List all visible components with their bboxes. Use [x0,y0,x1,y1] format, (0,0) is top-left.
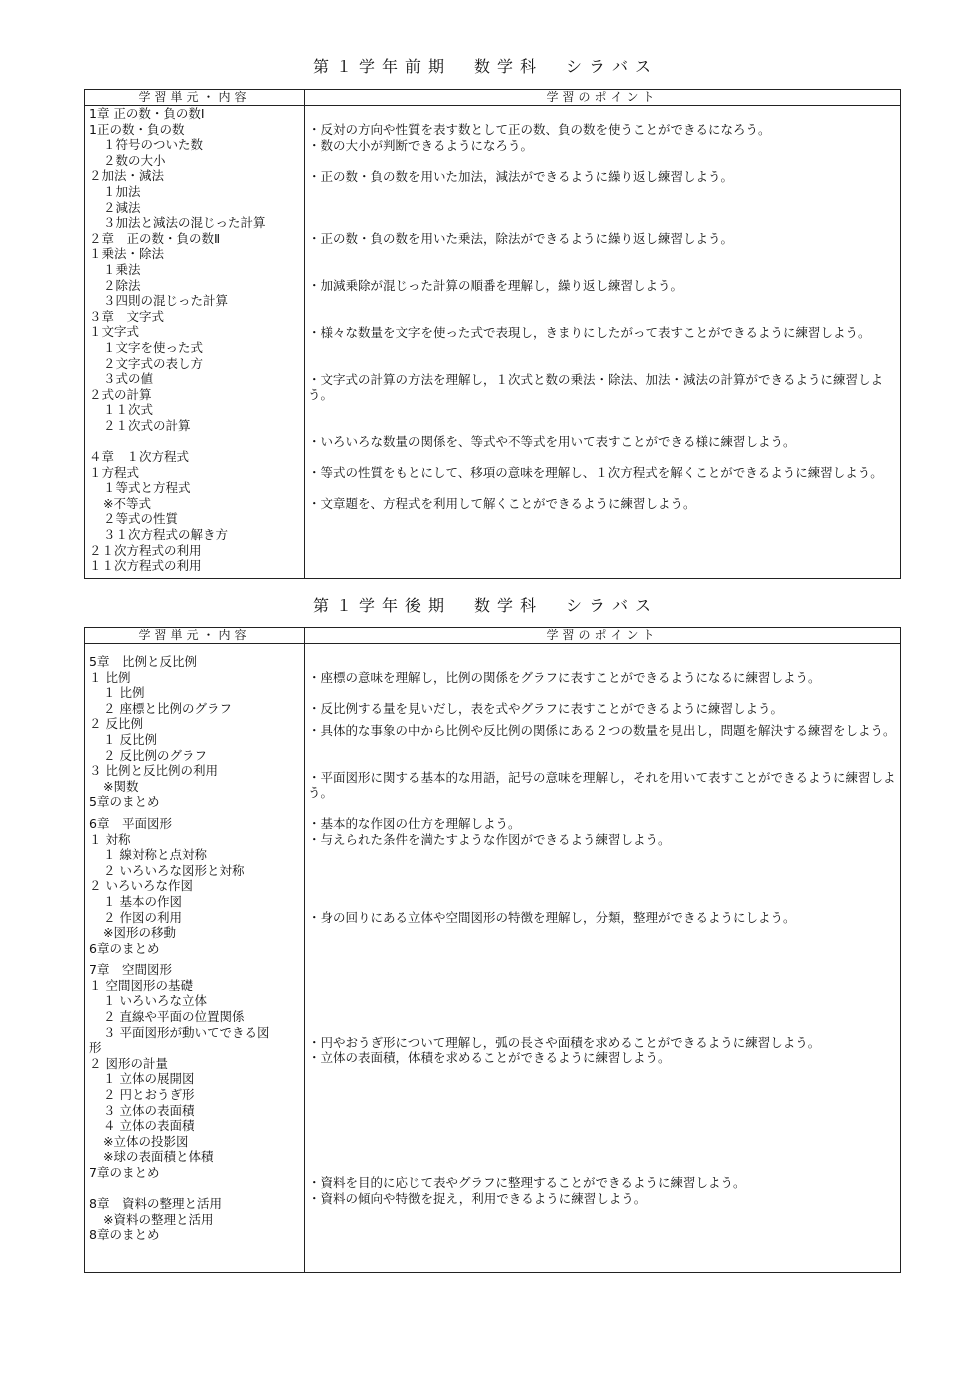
zenki-units-column [89,106,301,574]
point-item: ・座標の意味を理解し，比例の関係をグラフに表すことができるようになるに練習しよう。 [308,670,821,685]
unit-item: １１次方程式の利用 [89,558,202,574]
unit-item: １ 比例 [89,669,131,685]
unit-item: ２ 作図の利用 [103,909,182,925]
point-item: ・文字式の計算の方法を理解し，１次式と数の乗法・除法、加法・減法の計算ができるように練習しよう。 [308,371,884,403]
point-item: ・いろいろな数量の関係を、等式や不等式を用いて表すことができる様に練習しよう。 [308,433,796,449]
unit-item: ３四則の混じった計算 [103,293,229,309]
unit-item: １ 対称 [89,831,131,847]
unit-item: １ 反比例 [103,731,157,747]
unit-item: 1章 正の数・負の数Ⅰ [89,106,205,121]
unit-item: １乗法・除法 [89,246,165,262]
unit-item: ２ いろいろな作図 [89,878,193,894]
zenki-title: 第１学年前期 数学科 シラバス [312,57,658,76]
kouki-title: 第１学年後期 数学科 シラバス [312,596,658,615]
point-item: ・数の大小が判断できるようになろう。 [308,137,534,153]
unit-item: ※資料の整理と活用 [103,1211,214,1227]
unit-item: 8章 資料の整理と活用 [89,1196,222,1212]
point-item: ・身の回りにある立体や空間図形の特徴を理解し，分類，整理ができるようにしよう。 [308,909,796,925]
unit-item: ４章 １次方程式 [89,449,190,465]
kouki-units-column [89,654,301,1243]
point-item: ・資料を目的に応じて表やグラフに整理することができるように練習しよう。 [308,1175,746,1190]
unit-item: １１次式 [103,402,154,418]
unit-item: １加法 [103,183,141,199]
unit-item: １ 線対称と点対称 [103,847,207,863]
unit-item: ※不等式 [103,495,151,511]
unit-item: ２減法 [103,199,141,215]
unit-item: ３１次方程式の解き方 [103,527,229,543]
unit-item: ※球の表面積と体積 [103,1149,214,1165]
unit-item: ２ 直線や平面の位置関係 [103,1009,245,1025]
unit-item: ２除法 [103,277,141,293]
unit-item: ２ 反比例 [89,716,143,732]
kouki-syllabus-table [84,627,901,1273]
unit-item: ２１次方程式の利用 [89,542,202,558]
point-item: ・平面図形に関する基本的な用語，記号の意味を理解し，それを用いて表すことができるように練習しよう。 [308,769,896,801]
unit-item: １ 空間図形の基礎 [89,977,193,993]
kouki-header-points: 学習のポイント [546,628,659,642]
unit-item: ３ 立体の表面積 [103,1102,195,1118]
unit-item: ２ 円とおうぎ形 [103,1087,195,1103]
point-item: ・基本的な作図の仕方を理解しよう。 [308,816,521,832]
unit-item: ※関数 [103,778,139,794]
point-item: ・資料の傾向や特徴を捉え，利用できるように練習しよう。 [308,1190,647,1206]
kouki-points-column [308,670,898,1206]
unit-item: １ 比例 [103,685,145,701]
unit-item: 6章のまとめ [89,940,160,956]
point-item: ・等式の性質をもとにして、移項の意味を理解し、１次方程式を解くことができるように練習しよう。 [308,465,883,481]
unit-item: １ 基本の作図 [103,893,182,909]
unit-item: ２ 座標と比例のグラフ [103,700,232,716]
unit-item: １符号のついた数 [103,137,204,153]
unit-item: 5章のまとめ [89,794,160,810]
unit-item: 形 [89,1040,102,1056]
point-item: ・正の数・負の数を用いた加法，減法ができるように繰り返し練習しよう。 [308,168,734,184]
unit-item: ３式の値 [103,371,154,387]
unit-item: ２文字式の表し方 [103,355,204,371]
unit-item: 5章 比例と反比例 [89,654,197,669]
unit-item: ４ 立体の表面積 [103,1118,195,1134]
zenki-header-points: 学習のポイント [546,90,659,104]
unit-item: ２ 図形の計量 [89,1055,168,1071]
unit-item: １文字式 [89,324,140,340]
unit-item: ２数の大小 [103,152,166,168]
zenki-header-units: 学習単元・内容 [138,90,251,104]
unit-item: 7章 空間図形 [89,962,172,978]
unit-item: ３加法と減法の混じった計算 [103,215,266,231]
point-item: ・円やおうぎ形について理解し，弧の長さや面積を求めることができるように練習しよう。 [308,1034,821,1050]
unit-item: １乗法 [103,261,141,277]
unit-item: １方程式 [89,464,140,480]
point-item: ・反比例する量を見いだし，表を式やグラフに表すことができるように練習しよう。 [308,701,784,717]
unit-item: ２等式の性質 [103,511,179,527]
unit-item: ３ 比例と反比例の利用 [89,763,218,779]
unit-item: ※図形の移動 [103,925,176,941]
unit-item: ２１次式の計算 [103,417,191,433]
unit-item: ２式の計算 [89,386,152,402]
point-item: ・具体的な事象の中から比例や反比例の関係にある２つの数量を見出し，問題を解決する練習をしよう。 [308,722,896,738]
unit-item: ２章 正の数・負の数Ⅱ [89,230,221,246]
point-item: ・正の数・負の数を用いた乗法，除法ができるように繰り返し練習しよう。 [308,231,734,247]
point-item: ・与えられた条件を満たすような作図ができるよう練習しよう。 [308,831,671,847]
unit-item: １文字を使った式 [103,339,204,355]
unit-item: ２ 反比例のグラフ [103,747,207,763]
unit-item: ２ いろいろな図形と対称 [103,862,245,878]
point-item: ・文章題を、方程式を利用して解くことができるように練習しよう。 [308,496,696,512]
unit-item: １等式と方程式 [103,480,191,496]
point-item: ・反対の方向や性質を表す数として正の数、負の数を使うことができるになろう。 [308,122,771,137]
unit-item: ２加法・減法 [89,168,165,184]
unit-item: ３ 平面図形が動いてできる図 [103,1024,270,1040]
kouki-header-units: 学習単元・内容 [138,628,251,642]
unit-item: 7章のまとめ [89,1165,160,1180]
zenki-points-column [308,122,898,512]
unit-item: 1正の数・負の数 [89,121,185,137]
unit-item: ※立体の投影図 [103,1133,189,1149]
unit-item: ３章 文字式 [89,308,165,324]
point-item: ・様々な数量を文字を使った式で表現し，きまりにしたがって表すことができるように練習しよう。 [308,324,871,340]
unit-item: １ いろいろな立体 [103,993,207,1009]
unit-item: １ 立体の展開図 [103,1071,195,1087]
unit-item: 8章のまとめ [89,1227,160,1243]
point-item: ・加減乗除が混じった計算の順番を理解し，繰り返し練習しよう。 [308,277,684,293]
point-item: ・立体の表面積，体積を求めることができるように練習しよう。 [308,1050,671,1066]
unit-item: 6章 平面図形 [89,815,172,831]
zenki-syllabus-table [84,89,901,579]
